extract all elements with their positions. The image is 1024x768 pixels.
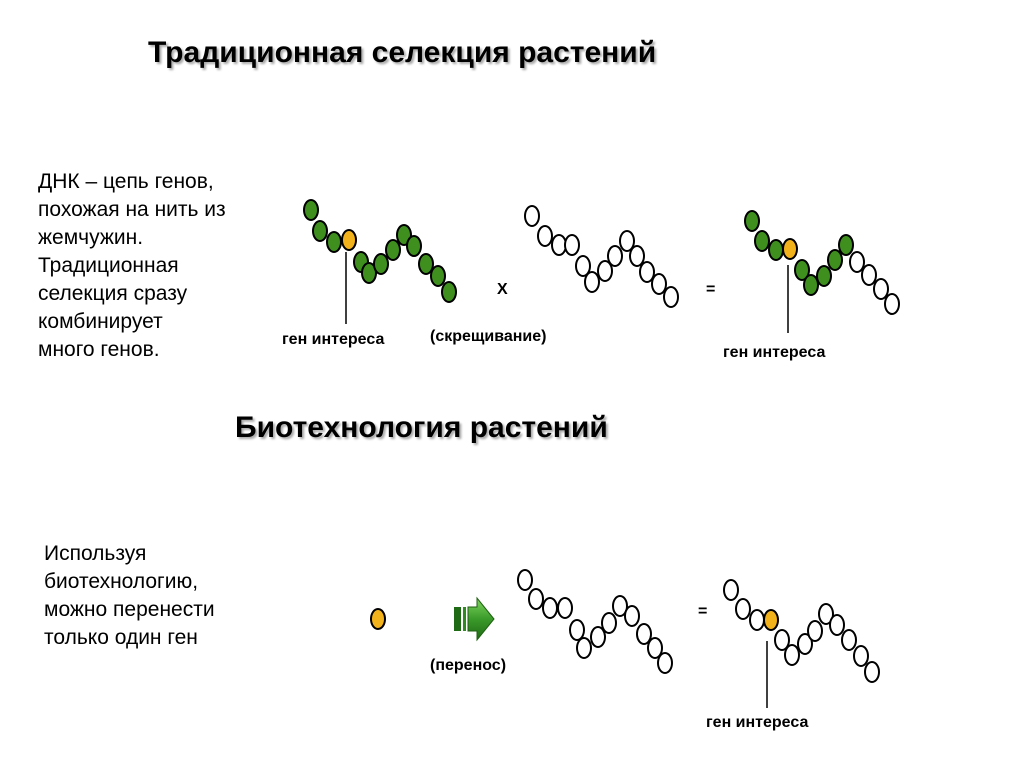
white-gene-bead (625, 606, 639, 626)
white-gene-bead (538, 226, 552, 246)
white-gene-bead (874, 279, 888, 299)
transfer-label: (перенос) (430, 657, 507, 674)
white-gene-bead (529, 589, 543, 609)
green-gene-bead (327, 232, 341, 252)
traditional-description: ДНК – цепь генов, похожая на нить из жемчужин. Традиционная селекция сразу комбинирует много генов. (38, 170, 226, 361)
gene-of-interest-label-left: ген интереса (282, 331, 385, 348)
gene-of-interest-bead (371, 609, 385, 629)
green-gene-bead (431, 266, 445, 286)
green-gene-bead (804, 275, 818, 295)
white-gene-bead (570, 620, 584, 640)
gene-of-interest-bead (783, 239, 797, 259)
gene-of-interest-label-right: ген интереса (723, 344, 826, 361)
crossing-label: (скрещивание) (430, 328, 547, 345)
gene-of-interest-bead (764, 610, 778, 630)
biotech-description: Используя биотехнологию, можно перенести только один ген (44, 542, 215, 649)
chain-offspring-traditional (745, 211, 899, 314)
cross-symbol: X (497, 281, 508, 298)
green-gene-bead (817, 266, 831, 286)
white-gene-bead (830, 615, 844, 635)
white-gene-bead (552, 235, 566, 255)
gene-of-interest-bead (342, 230, 356, 250)
white-gene-bead (785, 645, 799, 665)
white-gene-bead (865, 662, 879, 682)
title-plant-biotechnology: Биотехнология растений (235, 411, 608, 444)
chain-recipient-white (518, 570, 672, 673)
equals-symbol-bottom: = (698, 603, 708, 620)
green-gene-bead (313, 221, 327, 241)
white-gene-bead (525, 206, 539, 226)
white-gene-bead (808, 621, 822, 641)
green-gene-bead (828, 250, 842, 270)
white-gene-bead (750, 610, 764, 630)
white-gene-bead (862, 265, 876, 285)
green-gene-bead (769, 240, 783, 260)
green-gene-bead (386, 240, 400, 260)
gene-chains (304, 200, 899, 682)
white-gene-bead (518, 570, 532, 590)
white-gene-bead (736, 599, 750, 619)
white-gene-bead (652, 274, 666, 294)
white-gene-bead (602, 613, 616, 633)
white-gene-bead (658, 653, 672, 673)
title-traditional-breeding: Традиционная селекция растений (148, 36, 657, 69)
gene-pointer-arrows (346, 252, 788, 708)
transfer-arrow-icon (454, 598, 494, 640)
green-gene-bead (374, 254, 388, 274)
green-gene-bead (755, 231, 769, 251)
chain-parent-white (525, 206, 678, 307)
white-gene-bead (842, 630, 856, 650)
equals-symbol-top: = (706, 281, 716, 298)
white-gene-bead (577, 638, 591, 658)
chain-parent-green (304, 200, 456, 302)
chain-offspring-biotech (724, 580, 879, 682)
white-gene-bead (543, 598, 557, 618)
white-gene-bead (630, 246, 644, 266)
white-gene-bead (608, 246, 622, 266)
white-gene-bead (558, 598, 572, 618)
white-gene-bead (585, 272, 599, 292)
white-gene-bead (850, 252, 864, 272)
white-gene-bead (885, 294, 899, 314)
white-gene-bead (664, 287, 678, 307)
white-gene-bead (724, 580, 738, 600)
green-gene-bead (407, 236, 421, 256)
green-gene-bead (839, 235, 853, 255)
single-gene-bead (371, 609, 385, 629)
gene-of-interest-label-bottom: ген интереса (706, 714, 809, 731)
white-gene-bead (854, 646, 868, 666)
green-gene-bead (442, 282, 456, 302)
green-gene-bead (304, 200, 318, 220)
white-gene-bead (565, 235, 579, 255)
green-gene-bead (745, 211, 759, 231)
